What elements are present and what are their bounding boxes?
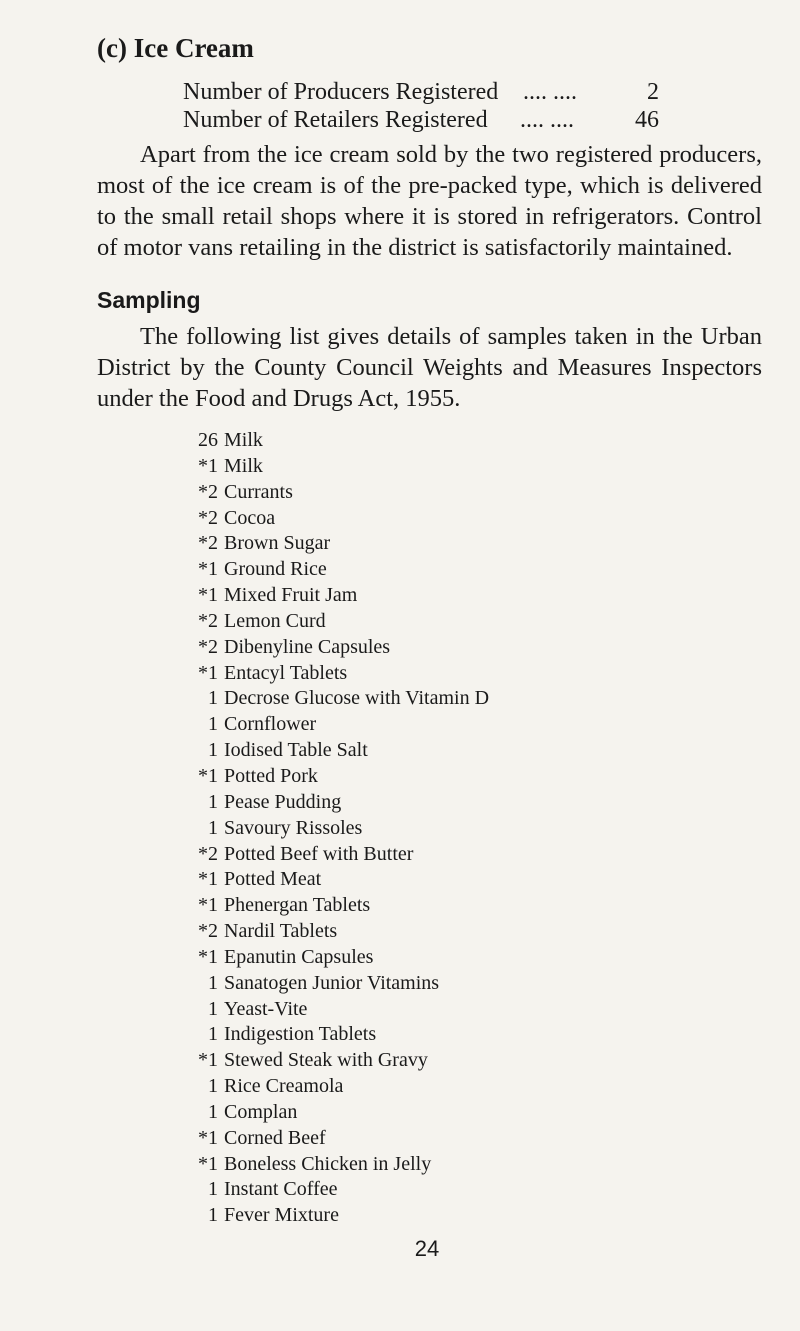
sample-item xyxy=(120,1022,377,1048)
sample-quantity: *1 xyxy=(198,454,218,477)
sample-item xyxy=(120,686,490,712)
sample-name: Yeast-Vite xyxy=(224,997,308,1020)
sample-quantity: 1 xyxy=(208,687,218,710)
sample-name: Potted Beef with Butter xyxy=(224,842,414,865)
sample-name: Potted Pork xyxy=(224,764,318,787)
sample-item xyxy=(120,1074,344,1100)
sample-item xyxy=(120,867,322,893)
sample-quantity: *1 xyxy=(198,584,218,607)
sample-item xyxy=(120,997,308,1023)
sample-quantity: 1 xyxy=(208,790,218,813)
sample-quantity: 1 xyxy=(208,713,218,736)
sample-name: Decrose Glucose with Vitamin D xyxy=(224,687,490,710)
sample-quantity: *2 xyxy=(198,842,218,865)
sample-name: Complan xyxy=(224,1100,298,1123)
sample-item xyxy=(120,1048,428,1074)
sample-quantity: *1 xyxy=(198,764,218,787)
producers-registered-leader: .... .... xyxy=(523,79,577,105)
sample-quantity: 1 xyxy=(208,997,218,1020)
sample-quantity: *1 xyxy=(198,558,218,581)
sample-quantity: 1 xyxy=(208,1023,218,1046)
sample-item xyxy=(120,712,317,738)
sample-name: Rice Creamola xyxy=(224,1075,344,1098)
sample-quantity: *2 xyxy=(198,506,218,529)
ice-cream-heading: (c) Ice Cream xyxy=(97,33,254,63)
sample-name: Fever Mixture xyxy=(224,1204,339,1227)
ice-cream-paragraph: Apart from the ice cream sold by the two registered producers, most of the ice cream is of the pre-packed type, which is delivered to the small retail shops where it is stored in refrigerators. Control of motor vans retailing in the district is satisfactorily maintained. xyxy=(97,141,762,261)
sample-item xyxy=(120,1203,339,1229)
sample-quantity: *2 xyxy=(198,635,218,658)
sample-item xyxy=(120,454,263,480)
sample-name: Currants xyxy=(224,480,293,503)
sample-item xyxy=(120,583,358,609)
sample-name: Epanutin Capsules xyxy=(224,945,374,968)
sample-name: Entacyl Tablets xyxy=(224,661,348,684)
sample-item xyxy=(120,738,368,764)
sample-name: Nardil Tablets xyxy=(224,920,338,943)
sample-name: Corned Beef xyxy=(224,1126,326,1149)
sample-name: Potted Meat xyxy=(224,868,322,891)
sample-name: Boneless Chicken in Jelly xyxy=(224,1152,432,1175)
sample-item xyxy=(120,661,348,687)
sample-name: Cocoa xyxy=(224,506,276,529)
sample-name: Milk xyxy=(224,454,263,477)
sample-item xyxy=(120,428,263,454)
sample-quantity: *1 xyxy=(198,894,218,917)
sample-quantity: *1 xyxy=(198,1126,218,1149)
sample-name: Ground Rice xyxy=(224,558,327,581)
sample-name: Indigestion Tablets xyxy=(224,1023,377,1046)
sample-quantity: 1 xyxy=(208,1075,218,1098)
sample-name: Sanatogen Junior Vitamins xyxy=(224,971,440,994)
sample-quantity: 1 xyxy=(208,1100,218,1123)
page-number: 24 xyxy=(414,1236,440,1261)
sample-quantity: 1 xyxy=(208,739,218,762)
producers-registered-label: Number of Producers Registered xyxy=(183,79,499,105)
sample-item xyxy=(120,557,327,583)
sample-name: Cornflower xyxy=(224,713,317,736)
retailers-registered-value: 46 xyxy=(635,107,659,133)
sample-quantity: *2 xyxy=(198,480,218,503)
sample-quantity: *2 xyxy=(198,609,218,632)
sample-item xyxy=(120,506,276,532)
sample-item xyxy=(120,971,440,997)
sample-name: Savoury Rissoles xyxy=(224,816,363,839)
sample-quantity: *1 xyxy=(198,1049,218,1072)
sample-item xyxy=(120,945,374,971)
sample-item xyxy=(120,1177,338,1203)
sample-name: Lemon Curd xyxy=(224,609,326,632)
retailers-registered-row xyxy=(183,104,683,136)
samples-list xyxy=(120,428,490,1229)
sample-item xyxy=(120,893,371,919)
sample-name: Phenergan Tablets xyxy=(224,894,371,917)
sample-quantity: *2 xyxy=(198,532,218,555)
sample-quantity: *1 xyxy=(198,661,218,684)
sampling-heading: Sampling xyxy=(97,287,201,313)
sample-quantity: *1 xyxy=(198,945,218,968)
sample-name: Stewed Steak with Gravy xyxy=(224,1049,428,1072)
retailers-registered-label: Number of Retailers Registered xyxy=(183,107,488,133)
retailers-registered-leader: .... .... xyxy=(520,107,574,133)
sample-quantity: 1 xyxy=(208,1178,218,1201)
sample-quantity: *1 xyxy=(198,1152,218,1175)
sample-item xyxy=(120,790,342,816)
sample-item xyxy=(120,816,363,842)
sample-item xyxy=(120,1100,298,1126)
sample-name: Instant Coffee xyxy=(224,1178,338,1201)
sample-item xyxy=(120,842,414,868)
sample-quantity: 1 xyxy=(208,971,218,994)
sample-item xyxy=(120,1152,432,1178)
sample-name: Dibenyline Capsules xyxy=(224,635,391,658)
sample-name: Iodised Table Salt xyxy=(224,739,368,762)
sample-item xyxy=(120,919,338,945)
sample-item xyxy=(120,609,326,635)
sample-name: Brown Sugar xyxy=(224,532,331,555)
producers-registered-value: 2 xyxy=(647,79,659,105)
sample-item xyxy=(120,635,391,661)
sample-item xyxy=(120,1126,326,1152)
sample-name: Milk xyxy=(224,429,263,451)
sample-item xyxy=(120,764,318,790)
sample-item xyxy=(120,531,331,557)
sample-name: Pease Pudding xyxy=(224,790,342,813)
sample-name: Mixed Fruit Jam xyxy=(224,584,358,607)
sample-quantity: 1 xyxy=(208,1204,218,1227)
sample-quantity: *1 xyxy=(198,868,218,891)
sample-quantity: 1 xyxy=(208,816,218,839)
sample-item xyxy=(120,480,293,506)
sampling-paragraph: The following list gives details of samples taken in the Urban District by the County Council Weights and Measures Inspectors under the Food and Drugs Act, 1955. xyxy=(97,323,762,412)
sample-quantity: *2 xyxy=(198,920,218,943)
sample-quantity: 26 xyxy=(198,429,218,451)
